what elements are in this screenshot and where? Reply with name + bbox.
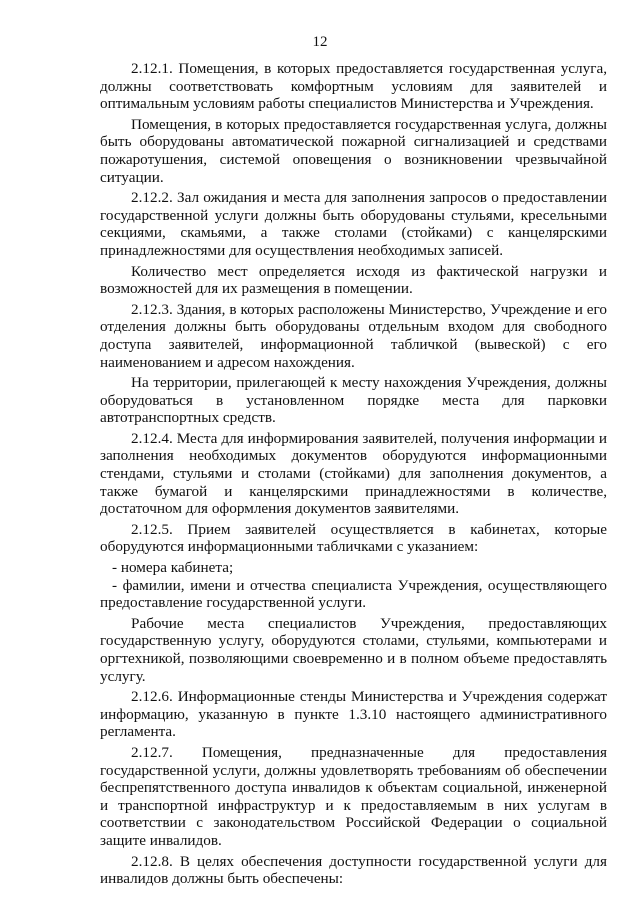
- paragraph-2-12-2: 2.12.2. Зал ожидания и места для заполнения запросов о предоставлении государственной услуги должны быть оборудованы стульями, кресельными секциями, скамьями, а также столами (стойками) с канцелярскими принадлежностями для осуществления необходимых записей.: [100, 189, 607, 259]
- paragraph-fire-safety: Помещения, в которых предоставляется государственная услуга, должны быть оборудованы автоматической пожарной сигнализацией и средствами пожаротушения, системой оповещения о возникновении чрезвычайной ситуации.: [100, 115, 607, 186]
- document-body: [100, 60, 607, 891]
- paragraph-2-12-7: 2.12.7. Помещения, предназначенные для предоставления государственной услуги, должны удовлетворять требованиям об обеспечении беспрепятственного доступа инвалидов к объектам социальной, инженерной и транспортной инфраструктур и к предоставляемым в них услугам в соответствии с законодательством Российской Федерации о социальной защите инвалидов.: [100, 743, 607, 849]
- list-item: - номера кабинета;: [112, 559, 234, 577]
- paragraph-2-12-3: 2.12.3. Здания, в которых расположены Министерство, Учреждение и его отделения должны быть оборудованы отдельным входом для свободного доступа заявителей, информационной табличкой (вывеской) с его наименованием и адресом нахождения.: [100, 300, 607, 371]
- paragraph-2-12-6: 2.12.6. Информационные стенды Министерства и Учреждения содержат информацию, указанную в пункте 1.3.10 настоящего административного регламента.: [100, 688, 607, 741]
- paragraph-parking: На территории, прилегающей к месту нахождения Учреждения, должны оборудоваться в установленном порядке места для парковки автотранспортных средств.: [100, 374, 607, 427]
- paragraph-2-12-4: 2.12.4. Места для информирования заявителей, получения информации и заполнения необходимых документов оборудуются информационными стендами, стульями и столами (стойками) для заполнения документов, а также бумагой и канцелярскими принадлежностями в количестве, достаточном для оформления документов заявителями.: [100, 429, 607, 518]
- page-number: 12: [312, 34, 328, 50]
- list-item: - фамилии, имени и отчества специалиста Учреждения, осуществляющего предоставление государственной услуги.: [100, 576, 607, 612]
- paragraph-seat-count: Количество мест определяется исходя из фактической нагрузки и возможностей для их размещения в помещении.: [100, 262, 607, 298]
- paragraph-workplaces: Рабочие места специалистов Учреждения, предоставляющих государственную услугу, оборудуются столами, стульями, компьютерами и оргтехникой, позволяющими своевременно и в полном объеме предоставлять услугу.: [100, 614, 607, 685]
- paragraph-2-12-5: 2.12.5. Прием заявителей осуществляется в кабинетах, которые оборудуются информационными табличками с указанием:: [100, 520, 607, 556]
- paragraph-2-12-1: 2.12.1. Помещения, в которых предоставляется государственная услуга, должны соответствовать комфортным условиям для заявителей и оптимальным условиям работы специалистов Министерства и Учреждения.: [100, 60, 607, 113]
- paragraph-2-12-8: 2.12.8. В целях обеспечения доступности государственной услуги для инвалидов должны быть обеспечены:: [100, 852, 607, 888]
